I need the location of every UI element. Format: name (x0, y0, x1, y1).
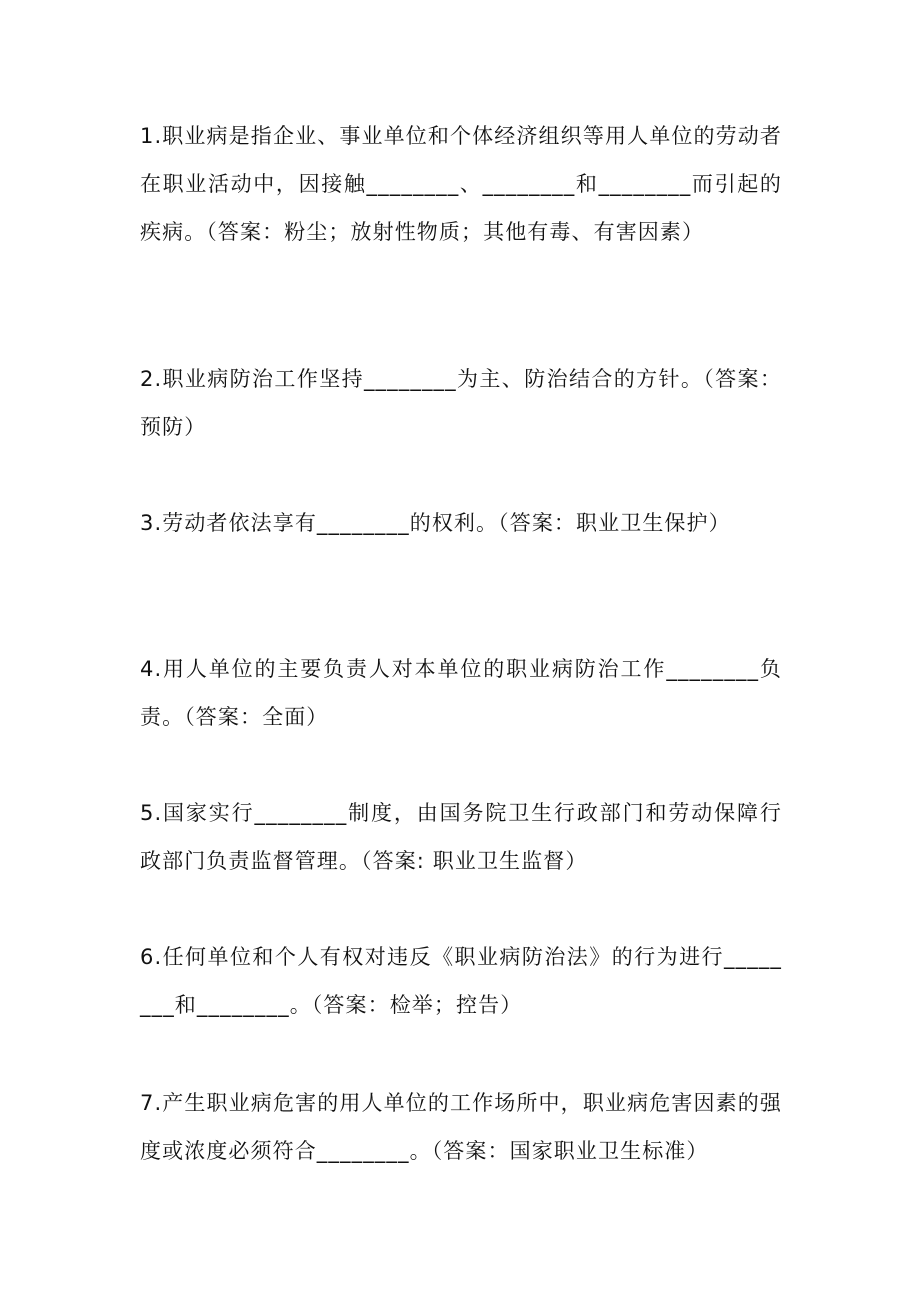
question-2: 2.职业病防治工作坚持________为主、防治结合的方针。（答案：预防） (140, 367, 782, 439)
question-5: 5.国家实行________制度，由国务院卫生行政部门和劳动保障行政部门负责监督管理。（答案: 职业卫生监督） (140, 801, 782, 873)
question-1: 1.职业病是指企业、事业单位和个体经济组织等用人单位的劳动者在职业活动中，因接触________、________和________而引起的疾病。（答案：粉尘；放射性物质；其他有毒、有害因素） (140, 124, 782, 244)
question-4: 4.用人单位的主要负责人对本单位的职业病防治工作________负责。（答案：全面） (140, 657, 782, 729)
question-3: 3.劳动者依法享有________的权利。（答案：职业卫生保护） (140, 511, 731, 535)
question-7: 7.产生职业病危害的用人单位的工作场所中，职业病危害因素的强度或浓度必须符合________。（答案：国家职业卫生标准） (140, 1091, 782, 1163)
question-6: 6.任何单位和个人有权对违反《职业病防治法》的行为进行________和________。（答案：检举；控告） (140, 945, 782, 1017)
